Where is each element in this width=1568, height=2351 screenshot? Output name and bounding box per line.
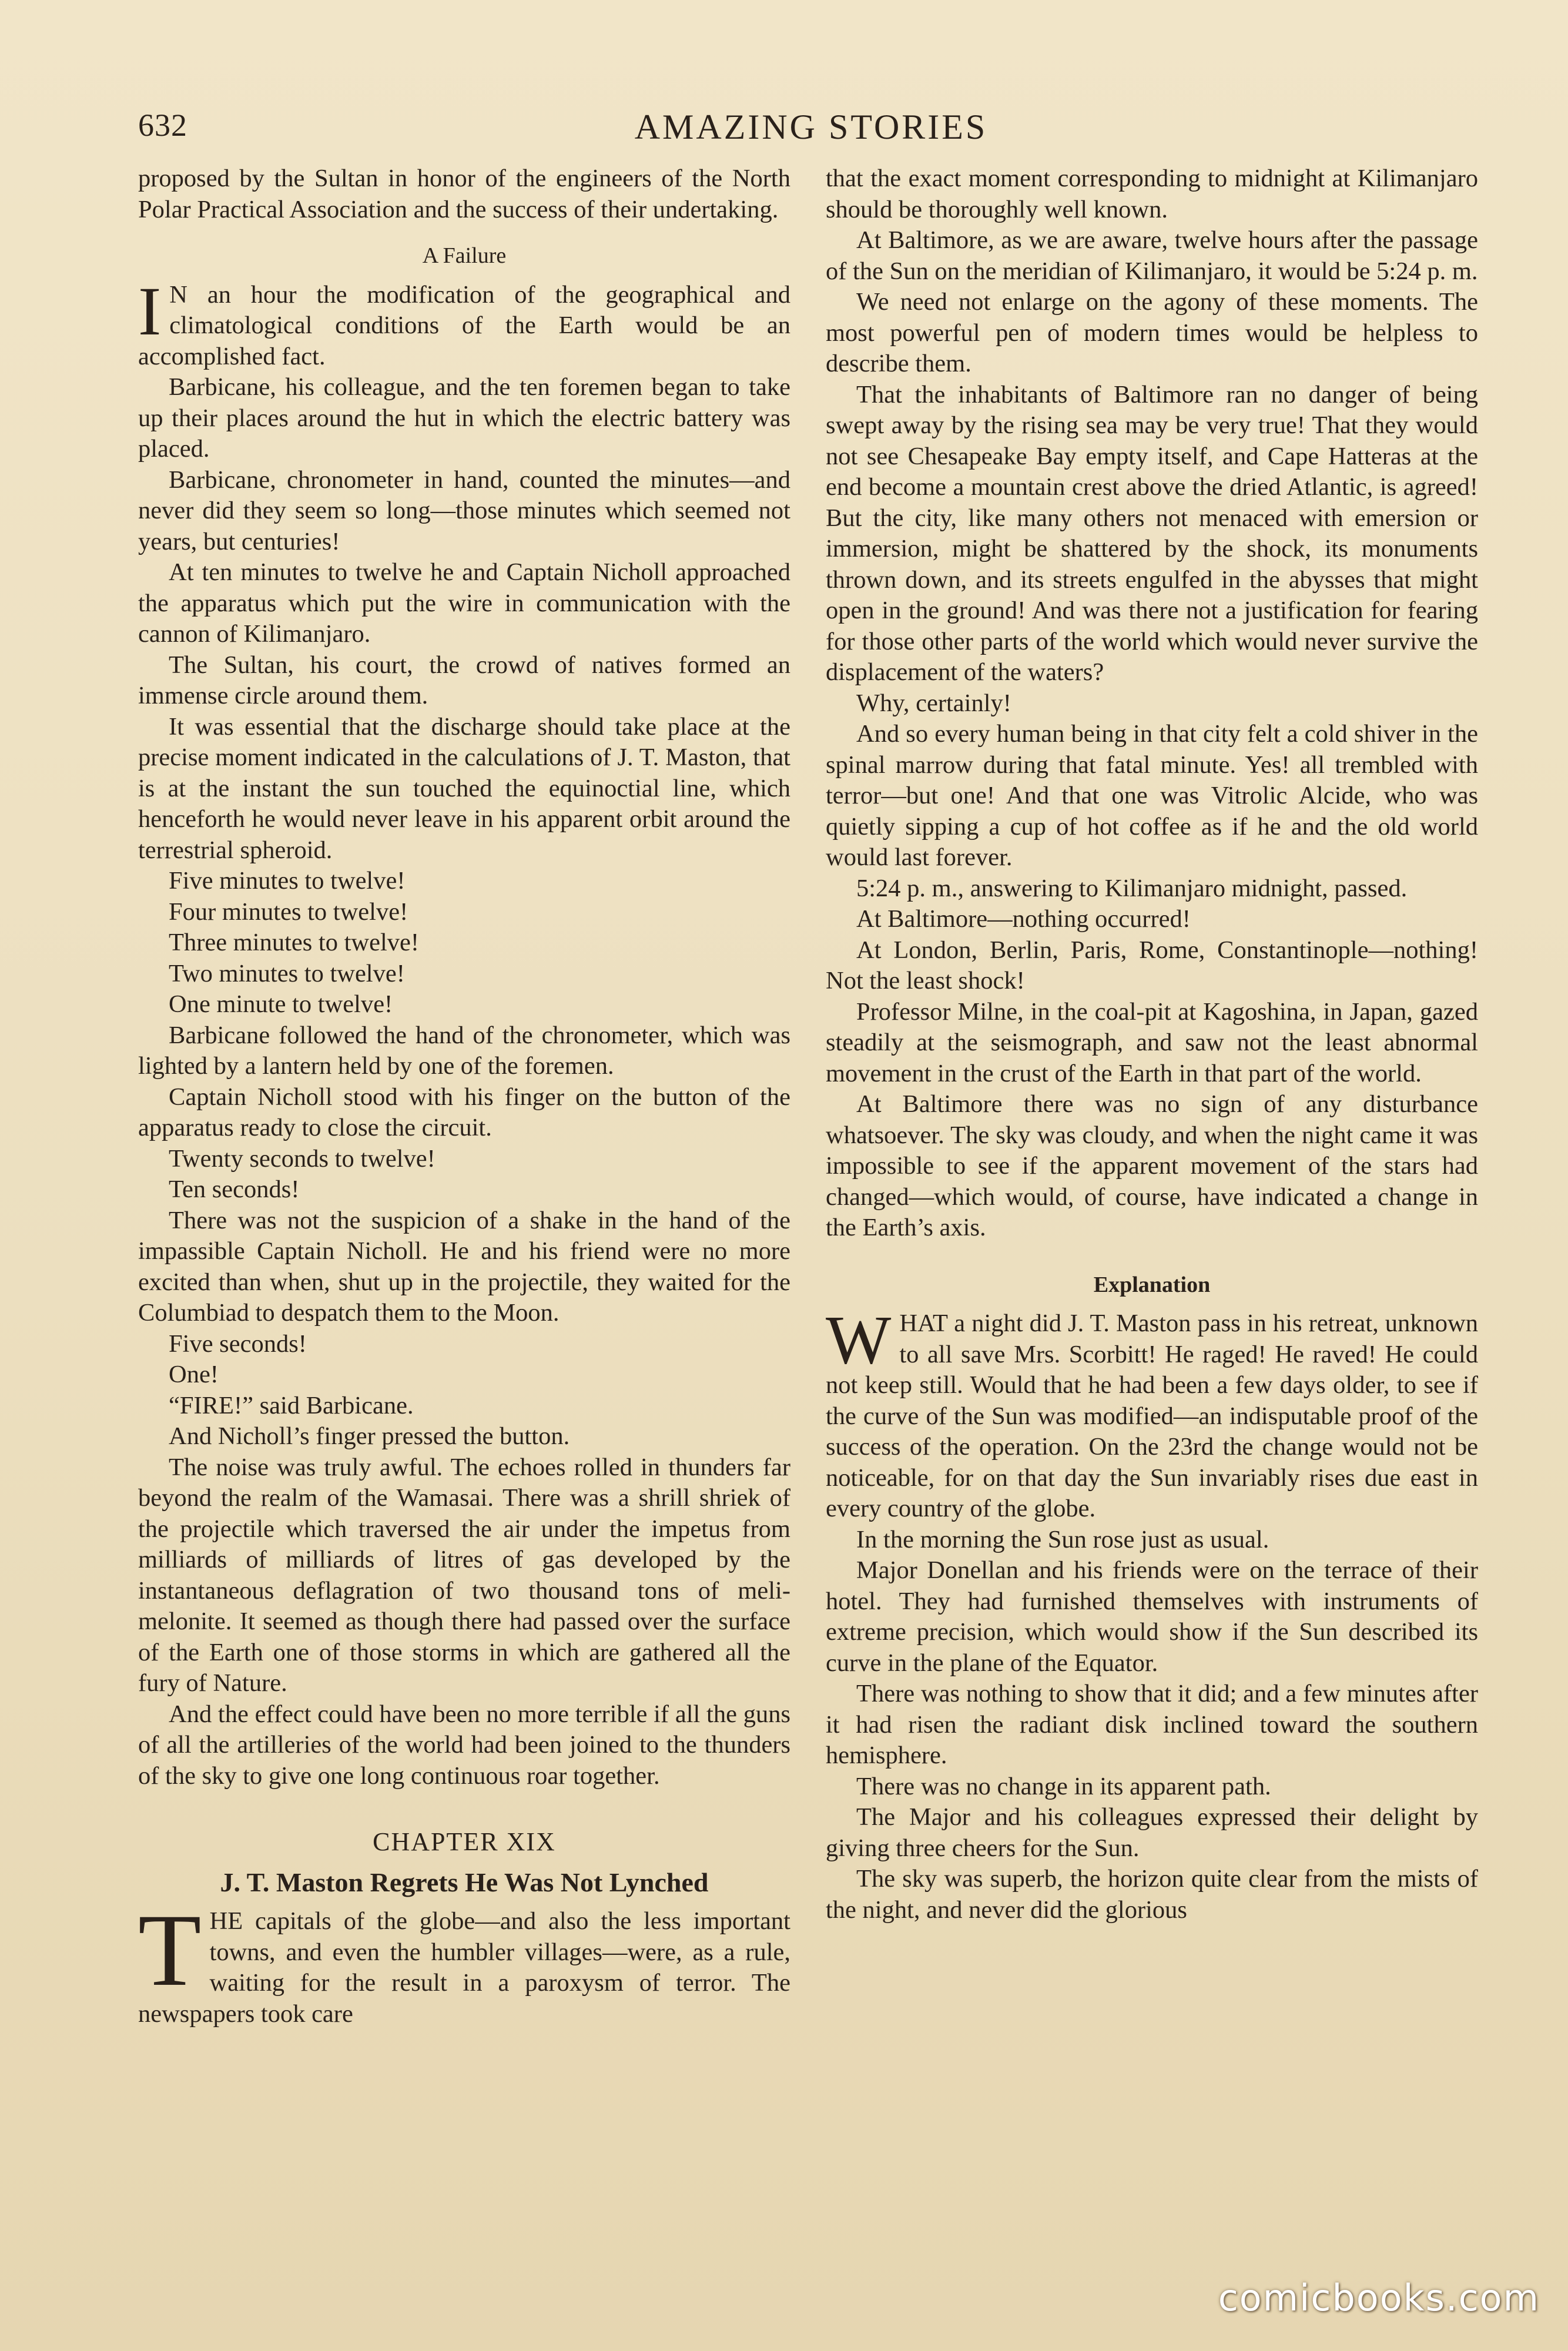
paragraph: One! — [169, 1361, 219, 1388]
paragraph: Ten seconds! — [169, 1176, 300, 1203]
drop-cap: I — [138, 272, 162, 350]
page-header — [138, 107, 1484, 154]
paragraph — [138, 272, 790, 373]
left-column — [138, 163, 790, 2256]
paragraph-text: HAT a night did J. T. Maston pass in his retreat, unknown to all save Mrs. Scorbitt! He raged! He raved! He could not keep still. Would that he had been a few days older, to see if the curve of the Sun was modified—an indisputable proof of the success of the operation. On the 23rd the change would not be noticeable, for on that day the Sun invariably rises due east in every country of the globe. — [826, 1310, 1478, 1522]
paragraph: Five minutes to twelve! — [169, 867, 406, 895]
paragraph: “FIRE!” said Barbicane. — [169, 1391, 414, 1419]
paragraph: that the exact moment corresponding to midnight at Kilimanjaro should be thoroughly well known. — [826, 165, 1478, 223]
paragraph: The sky was superb, the horizon quite clear from the mists of the night, and never did the glorious — [826, 1865, 1478, 1924]
paragraph: There was not the suspicion of a shake in the hand of the impassible Captain Nicholl. He and his friend were no more excited than when, shut up in the projectile, they waited for the Columbiad to despatch them to the Moon. — [138, 1206, 790, 1327]
paragraph-text: N an hour the modification of the geographical and climatological conditions of the Earth would be an accomplished fact. — [138, 280, 790, 370]
paragraph: At London, Berlin, Paris, Rome, Constantinople—nothing! Not the least shock! — [826, 936, 1478, 994]
paragraph: There was no change in its apparent path. — [856, 1772, 1271, 1800]
paragraph — [826, 1301, 1478, 1525]
spacer — [826, 1244, 1478, 1254]
paragraph: Major Donellan and his friends were on the terrace of their hotel. They had furnished themselves with instruments of extreme precision, which would show if the Sun described its curve in the plane of the Equator. — [826, 1556, 1478, 1677]
paragraph: Barbicane, chronometer in hand, counted the minutes—and never did they seem so long—those minutes which seemed not years, but centuries! — [138, 465, 790, 555]
drop-cap: W — [826, 1301, 892, 1378]
paragraph: And the effect could have been no more terrible if all the guns of all the artilleries of the world had been joined to the thunders of the sky to give one long continuous roar together. — [138, 1700, 790, 1790]
paragraph: Three minutes to twelve! — [169, 929, 420, 956]
drop-cap: T — [138, 1893, 202, 2008]
paragraph-text: HE capitals of the globe—and also the less important towns, and even the humbler villages—were, as a rule, waiting for the result in a paroxysm of terror. The newspapers took care — [138, 1907, 790, 2028]
paragraph: Barbicane, his colleague, and the ten foremen began to take up their places around the hut in which the electric battery was placed. — [138, 373, 790, 463]
section-heading: A Failure — [422, 243, 507, 268]
page-number: 632 — [138, 108, 187, 143]
paragraph: We need not enlarge on the agony of these moments. The most powerful pen of modern times would be helpless to describe them. — [826, 288, 1478, 377]
paragraph: Barbicane followed the hand of the chronometer, which was lighted by a lantern held by one of the foremen. — [138, 1021, 790, 1080]
site-watermark: comicbooks.com — [1218, 2276, 1540, 2319]
paragraph: The Sultan, his court, the crowd of natives formed an immense circle around them. — [138, 651, 790, 709]
paragraph: Captain Nicholl stood with his finger on the button of the apparatus ready to close the circuit. — [138, 1083, 790, 1141]
chapter-title: J. T. Maston Regrets He Was Not Lynched — [220, 1867, 709, 1897]
paragraph: In the morning the Sun rose just as usual. — [856, 1525, 1269, 1553]
paragraph: Two minutes to twelve! — [169, 959, 405, 987]
paragraph: At Baltimore—nothing occurred! — [856, 905, 1191, 933]
paragraph: One minute to twelve! — [169, 990, 393, 1018]
paragraph: At Baltimore there was no sign of any disturbance whatsoever. The sky was cloudy, and when the night came it was impossible to see if the apparent movement of the stars had changed—which would, of course, have indicated a change in the Earth’s axis. — [826, 1090, 1478, 1241]
paragraph: Twenty seconds to twelve! — [169, 1144, 435, 1173]
paragraph: Professor Milne, in the coal-pit at Kagoshina, in Japan, gazed steadily at the seismograph, and saw not the least abnormal movement in the crust of the Earth in that part of the world. — [826, 997, 1478, 1087]
paragraph: And so every human being in that city felt a cold shiver in the spinal marrow during that fatal minute. Yes! all trembled with terror—but one! And that one was Vitrolic Alcide, who was quietly sipping a cup of hot coffee as if he and the old world would last forever. — [826, 720, 1478, 871]
paragraph: The Major and his colleagues expressed their delight by giving three cheers for the Sun. — [826, 1803, 1478, 1862]
magazine-title: AMAZING STORIES — [634, 108, 988, 146]
paragraph — [138, 1893, 790, 2030]
paragraph: Five seconds! — [169, 1329, 307, 1358]
paragraph: Why, certainly! — [856, 689, 1011, 717]
paragraph: There was nothing to show that it did; and a few minutes after it had risen the radiant disk inclined toward the southern hemisphere. — [826, 1680, 1478, 1769]
paragraph: 5:24 p. m., answering to Kilimanjaro midnight, passed. — [856, 874, 1408, 902]
paragraph: That the inhabitants of Baltimore ran no danger of being swept away by the rising sea may be very true! That they would not see Chesapeake Bay empty itself, and Cape Hatteras at the end become a mountain crest above the dried Atlantic, is agreed! But the city, like many others not menaced with emersion or immersion, might be shattered by the shock, its monuments thrown down, and its streets engulfed in the abysses that might open in the ground! And was there not a justification for fearing for those other parts of the world which would never survive the displacement of the waters? — [826, 380, 1478, 686]
paragraph: The noise was truly awful. The echoes rolled in thunders far beyond the realm of the Wamasai. There was a shrill shriek of the projectile which traversed the air under the impetus from milliards of milliards of litres of gas developed by the instantaneous deflagration of two thousand tons of meli-melonite. It seemed as though there had passed over the surface of the Earth one of those storms in which are gathered all the fury of Nature. — [138, 1453, 790, 1697]
paragraph: It was essential that the discharge should take place at the precise moment indicated in the calculations of J. T. Maston, that is at the instant the sun touched the equinoctial line, which henceforth he would never leave in his apparent orbit around the terrestrial spheroid. — [138, 712, 790, 864]
paragraph: And Nicholl’s finger pressed the button. — [169, 1422, 570, 1450]
chapter-number: CHAPTER XIX — [373, 1827, 556, 1856]
paragraph: proposed by the Sultan in honor of the engineers of the North Polar Practical Association and the success of their undertaking. — [138, 165, 790, 223]
paragraph: Four minutes to twelve! — [169, 897, 408, 926]
right-column — [826, 163, 1478, 2256]
section-heading: Explanation — [1093, 1272, 1211, 1297]
paragraph: At Baltimore, as we are aware, twelve hours after the passage of the Sun on the meridian of Kilimanjaro, it would be 5:24 p. m. — [826, 226, 1478, 285]
paragraph: At ten minutes to twelve he and Captain Nicholl approached the apparatus which put the wire in communication with the cannon of Kilimanjaro. — [138, 558, 790, 648]
